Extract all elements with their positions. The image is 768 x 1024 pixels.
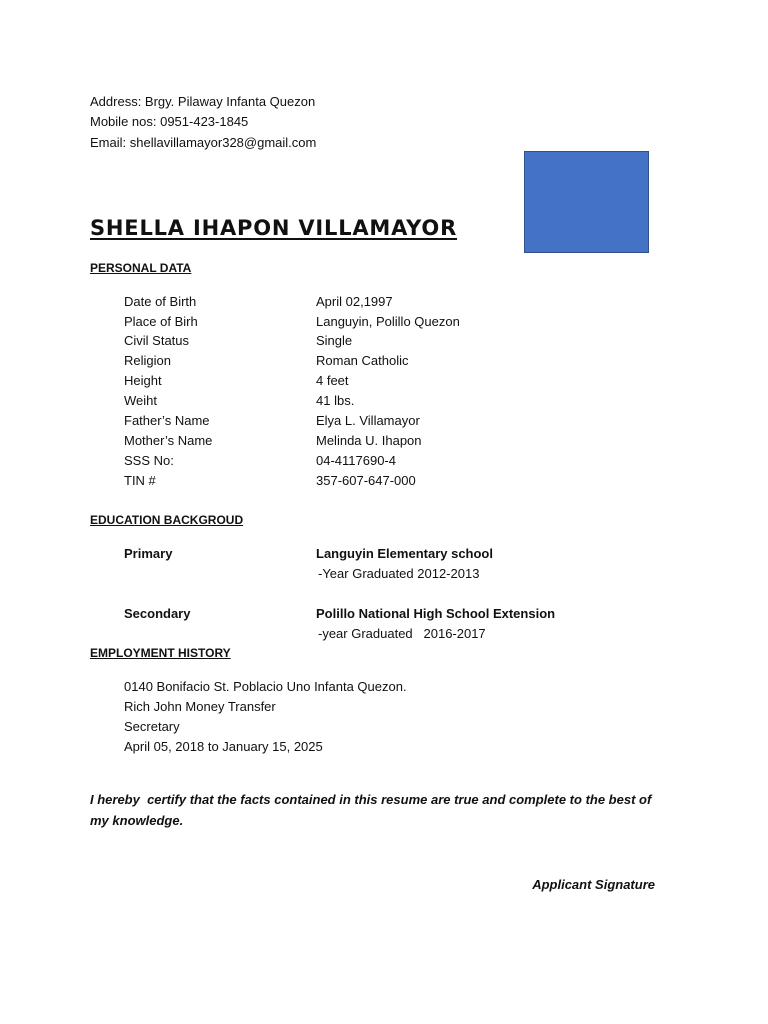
- personal-value: 357-607-647-000: [316, 473, 416, 488]
- personal-label: Father’s Name: [124, 413, 210, 428]
- employment-line: Secretary: [124, 719, 180, 734]
- education-primary-school: Languyin Elementary school: [316, 546, 493, 561]
- personal-label: Height: [124, 373, 162, 388]
- personal-data-heading: PERSONAL DATA: [90, 261, 192, 275]
- personal-value: Roman Catholic: [316, 353, 409, 368]
- education-secondary-school: Polillo National High School Extension: [316, 606, 556, 621]
- employment-heading: EMPLOYMENT HISTORY: [90, 646, 231, 660]
- personal-label: SSS No:: [124, 453, 174, 468]
- personal-value: Melinda U. Ihapon: [316, 433, 422, 448]
- contact-address: Address: Brgy. Pilaway Infanta Quezon: [90, 94, 316, 109]
- employment-line: 0140 Bonifacio St. Poblacio Uno Infanta Quezon.: [124, 679, 407, 694]
- personal-label: Place of Birh: [124, 314, 198, 329]
- education-secondary-year: -year Graduated 2016-2017: [318, 626, 486, 641]
- education-primary-label: Primary: [124, 546, 173, 561]
- personal-label: Civil Status: [124, 333, 190, 348]
- personal-label: Weiht: [124, 393, 157, 408]
- personal-label: TIN #: [124, 473, 156, 488]
- education-heading: EDUCATION BACKGROUD: [90, 513, 244, 527]
- employment-line: April 05, 2018 to January 15, 2025: [124, 739, 323, 754]
- employment-line: Rich John Money Transfer: [124, 699, 276, 714]
- personal-value: 04-4117690-4: [316, 453, 396, 468]
- certification-statement: I hereby certify that the facts contained in this resume are true and complete to the best of my knowledge.: [90, 792, 655, 828]
- education-primary-year: -Year Graduated 2012-2013: [318, 566, 480, 581]
- applicant-name: SHELLA IHAPON VILLAMAYOR: [90, 216, 458, 240]
- personal-value: Languyin, Polillo Quezon: [316, 314, 460, 329]
- personal-label: Mother’s Name: [124, 433, 213, 448]
- personal-label: Religion: [124, 353, 171, 368]
- photo-placeholder: [524, 151, 649, 253]
- applicant-signature-label: Applicant Signature: [532, 877, 655, 892]
- personal-value: Elya L. Villamayor: [316, 413, 420, 428]
- personal-value: 41 lbs.: [316, 393, 355, 408]
- contact-mobile: Mobile nos: 0951-423-1845: [90, 114, 249, 129]
- contact-email: Email: shellavillamayor328@gmail.com: [90, 135, 317, 150]
- personal-value: Single: [316, 333, 353, 348]
- personal-value: 4 feet: [316, 373, 349, 388]
- personal-value: April 02,1997: [316, 294, 393, 309]
- personal-label: Date of Birth: [124, 294, 197, 309]
- education-secondary-label: Secondary: [124, 606, 191, 621]
